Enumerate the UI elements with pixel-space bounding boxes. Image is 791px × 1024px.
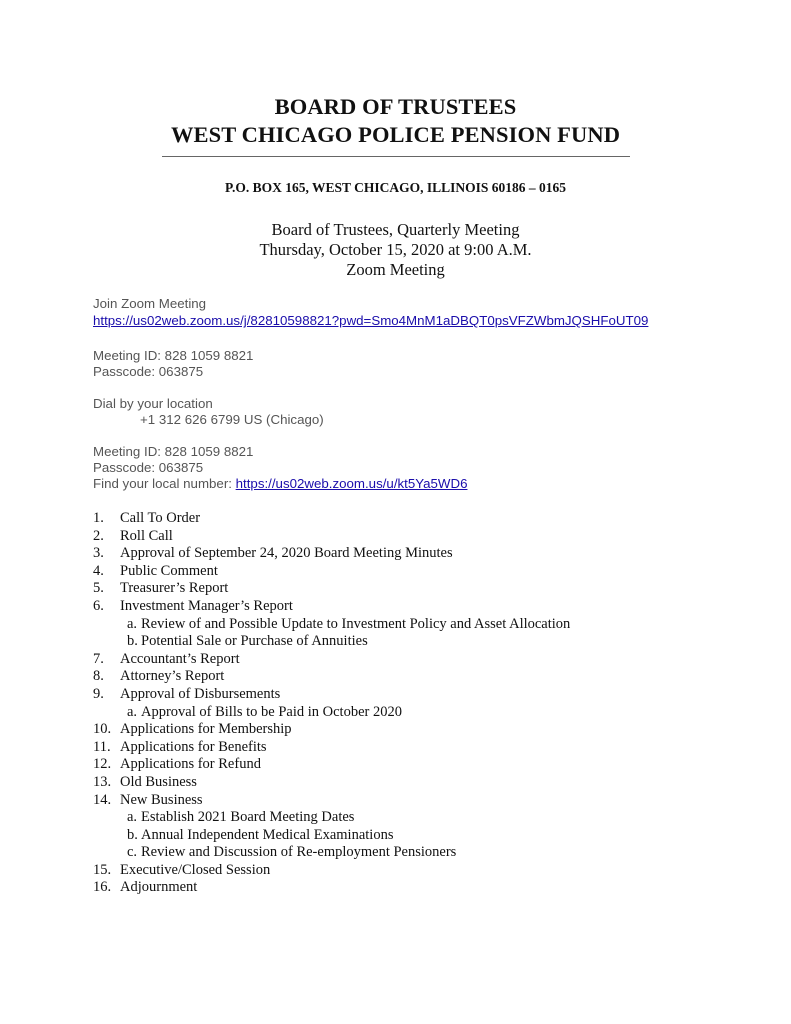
agenda-subitem-letter: b. <box>127 633 138 650</box>
agenda-item-number: 8. <box>93 668 104 685</box>
agenda-subitem-letter: c. <box>127 844 138 861</box>
agenda-item-label: Investment Manager’s Report <box>120 597 293 614</box>
agenda-item <box>93 651 733 669</box>
agenda-item-label: Accountant’s Report <box>120 650 240 667</box>
agenda-item-number: 3. <box>93 545 104 562</box>
agenda-item-label: Adjournment <box>120 879 198 896</box>
agenda-item-label: Applications for Refund <box>120 756 261 773</box>
meeting-format: Zoom Meeting <box>346 260 445 279</box>
agenda-item-label: Old Business <box>120 773 197 790</box>
agenda-item-label: Treasurer’s Report <box>120 580 229 597</box>
agenda-subitem-label: Review of and Possible Update to Investment Policy and Asset Allocation <box>141 615 571 632</box>
agenda-item-number: 10. <box>93 721 112 738</box>
agenda-subitem-label: Potential Sale or Purchase of Annuities <box>141 633 368 650</box>
agenda-item-number: 11. <box>93 738 111 755</box>
agenda-item <box>93 774 733 792</box>
agenda-item <box>93 510 733 528</box>
agenda-item <box>93 792 733 810</box>
header-divider <box>162 156 630 157</box>
agenda-item-label: Approval of September 24, 2020 Board Meeting Minutes <box>120 545 453 562</box>
meeting-id-2: Meeting ID: 828 1059 8821 <box>93 444 254 459</box>
agenda-item-number: 1. <box>93 510 104 526</box>
board-title: BOARD OF TRUSTEES <box>274 94 517 119</box>
agenda-item-number: 6. <box>93 597 104 614</box>
agenda-subitem <box>93 616 733 634</box>
agenda-subitem <box>93 633 733 651</box>
agenda-list <box>93 510 733 897</box>
agenda-item-number: 9. <box>93 685 104 702</box>
agenda-item-number: 15. <box>93 861 112 878</box>
agenda-item-number: 12. <box>93 756 112 773</box>
agenda-item-label: Roll Call <box>120 527 173 544</box>
agenda-item-label: Approval of Disbursements <box>120 685 281 702</box>
agenda-item-number: 16. <box>93 879 112 896</box>
agenda-item-label: Call To Order <box>120 510 201 526</box>
agenda-item-number: 7. <box>93 650 104 667</box>
local-number-link[interactable]: https://us02web.zoom.us/u/kt5Ya5WD6 <box>235 476 468 491</box>
agenda-item <box>93 862 733 880</box>
agenda-subitem <box>93 827 733 845</box>
agenda-subitem-letter: a. <box>127 703 138 720</box>
agenda-subitem-label: Annual Independent Medical Examinations <box>141 826 394 843</box>
meeting-datetime: Thursday, October 15, 2020 at 9:00 A.M. <box>259 240 532 259</box>
agenda-subitem <box>93 809 733 827</box>
passcode-1: Passcode: 063875 <box>93 364 204 379</box>
agenda-item-number: 2. <box>93 527 104 544</box>
dial-number: +1 312 626 6799 US (Chicago) <box>140 412 324 427</box>
agenda-item-label: Executive/Closed Session <box>120 861 271 878</box>
agenda-item <box>93 686 733 704</box>
agenda-item-label: Public Comment <box>120 562 218 579</box>
local-number-line <box>93 476 467 491</box>
agenda-item-label: New Business <box>120 791 203 808</box>
agenda-subitem-letter: a. <box>127 809 138 826</box>
agenda-item <box>93 528 733 546</box>
agenda-subitem <box>93 704 733 722</box>
agenda-subitem-label: Approval of Bills to be Paid in October 2020 <box>141 703 402 720</box>
agenda-item-number: 13. <box>93 773 112 790</box>
agenda-subitem-label: Establish 2021 Board Meeting Dates <box>141 809 355 826</box>
agenda-item-number: 5. <box>93 580 104 597</box>
meeting-title: Board of Trustees, Quarterly Meeting <box>271 220 520 239</box>
join-zoom-label: Join Zoom Meeting <box>93 296 207 311</box>
agenda-item <box>93 598 733 616</box>
agenda-subitem-letter: b. <box>127 826 138 843</box>
agenda-item-label: Applications for Membership <box>120 721 292 738</box>
agenda-item <box>93 668 733 686</box>
passcode-2: Passcode: 063875 <box>93 460 204 475</box>
agenda-item-label: Attorney’s Report <box>120 668 225 685</box>
agenda-item-number: 14. <box>93 791 112 808</box>
meeting-id-1: Meeting ID: 828 1059 8821 <box>93 348 254 363</box>
agenda-item <box>93 545 733 563</box>
agenda-item <box>93 563 733 581</box>
local-number-label: Find your local number: <box>93 476 236 491</box>
agenda-item-number: 4. <box>93 562 104 579</box>
mailing-address: P.O. BOX 165, WEST CHICAGO, ILLINOIS 60186 – 0165 <box>224 180 567 195</box>
agenda-subitem-label: Review and Discussion of Re-employment Pensioners <box>141 844 457 861</box>
agenda-subitem-letter: a. <box>127 615 138 632</box>
agenda-item <box>93 580 733 598</box>
agenda-item <box>93 756 733 774</box>
agenda-item <box>93 879 733 897</box>
join-zoom-link[interactable]: https://us02web.zoom.us/j/82810598821?pwd=Smo4MnM1aDBQT0psVFZWbmJQSHFoUT09 <box>93 313 649 328</box>
agenda-item <box>93 739 733 757</box>
agenda-item-label: Applications for Benefits <box>120 738 267 755</box>
fund-title: WEST CHICAGO POLICE PENSION FUND <box>170 122 621 147</box>
dial-label: Dial by your location <box>93 396 213 411</box>
agenda-subitem <box>93 844 733 862</box>
agenda-item <box>93 721 733 739</box>
